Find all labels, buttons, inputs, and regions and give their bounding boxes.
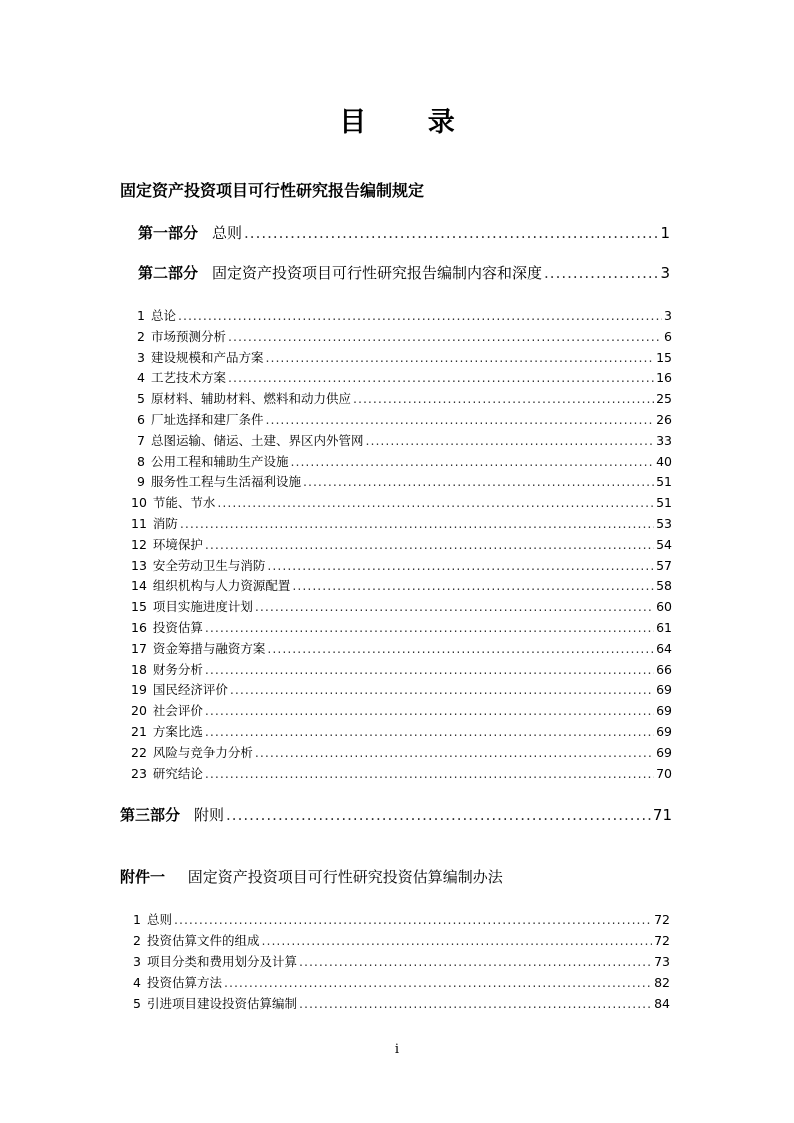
entry-title: 研究结论 <box>152 765 203 781</box>
entry-title: 方案比选 <box>152 724 203 739</box>
toc-entry[interactable] <box>131 910 670 928</box>
toc-entry[interactable] <box>131 389 672 407</box>
toc-entry[interactable] <box>131 680 672 698</box>
entry-title: 社会评价 <box>152 703 203 719</box>
dot-leader <box>255 599 654 614</box>
toc-part-3[interactable] <box>120 804 672 825</box>
entry-title: 市场预测分析 <box>151 328 227 344</box>
page-number: 3 <box>664 308 672 323</box>
toc-entry[interactable] <box>131 743 672 761</box>
entry-title: 风险与竞争力分析 <box>152 744 253 760</box>
entry-title: 投资估算方法 <box>147 975 223 990</box>
toc-entry[interactable] <box>131 764 672 782</box>
dot-leader <box>262 933 653 948</box>
entry-title: 安全劳动卫生与消防 <box>152 557 266 573</box>
dot-leader <box>228 370 654 385</box>
entry-number: 9 <box>137 474 145 490</box>
entry-number: 1 <box>133 912 141 927</box>
page-number: 84 <box>654 996 670 1011</box>
page-number: 26 <box>656 412 672 427</box>
entry-number: 3 <box>137 349 145 365</box>
dot-leader <box>226 806 651 824</box>
toc-entry[interactable] <box>131 452 672 470</box>
entry-title: 原材料、辅助材料、燃料和动力供应 <box>151 391 352 407</box>
page-number: 61 <box>656 620 672 635</box>
entry-title: 总图运输、储运、土建、界区内外管网 <box>151 432 364 448</box>
entry-number: 14 <box>131 578 147 594</box>
toc-part-2[interactable] <box>138 262 670 283</box>
toc-entry[interactable] <box>131 327 672 345</box>
dot-leader <box>303 474 654 489</box>
page-number: 51 <box>656 474 672 490</box>
page-number: 25 <box>656 391 672 407</box>
toc-entry[interactable] <box>131 952 670 970</box>
dot-leader <box>174 912 652 927</box>
entry-number: 16 <box>131 620 147 635</box>
part-name: 第二部分 <box>138 264 199 282</box>
entry-number: 3 <box>133 954 141 969</box>
page-number: 64 <box>656 640 672 656</box>
toc-entry[interactable] <box>131 931 670 949</box>
page-number: 16 <box>656 370 672 386</box>
entry-number: 7 <box>137 432 145 448</box>
toc-entry[interactable] <box>131 973 670 991</box>
part-title: 总则 <box>212 224 243 242</box>
page-number: 15 <box>656 349 672 365</box>
toc-title: 目 录 <box>339 107 481 138</box>
toc-entry[interactable] <box>131 348 672 366</box>
entry-title: 节能、节水 <box>152 495 216 511</box>
entry-number: 8 <box>137 453 145 469</box>
entry-title: 投资估算文件的组成 <box>147 933 260 948</box>
entry-title: 项目分类和费用划分及计算 <box>147 954 298 969</box>
page-number: 70 <box>656 765 672 781</box>
entry-number: 22 <box>131 744 147 760</box>
page-number: 40 <box>656 453 672 469</box>
entry-number: 15 <box>131 599 147 615</box>
entry-title: 服务性工程与生活福利设施 <box>151 474 302 490</box>
toc-entry[interactable] <box>131 722 672 740</box>
page-number: 53 <box>656 516 672 531</box>
page-number: 69 <box>656 724 672 739</box>
dot-leader <box>255 745 654 760</box>
dot-leader <box>230 682 654 697</box>
part-title: 固定资产投资项目可行性研究报告编制内容和深度 <box>212 264 543 282</box>
page-number: 69 <box>656 744 672 760</box>
dot-leader <box>178 308 662 323</box>
dot-leader <box>217 495 654 510</box>
page-number: 60 <box>656 599 672 615</box>
regulation-heading: 固定资产投资项目可行性研究报告编制规定 <box>120 181 425 200</box>
toc-entry[interactable] <box>131 431 672 449</box>
page-number: 73 <box>654 954 670 969</box>
dot-leader <box>266 350 655 365</box>
entry-title: 总论 <box>151 308 177 323</box>
dot-leader <box>267 641 654 656</box>
toc-entry[interactable] <box>131 660 672 678</box>
page-number: 33 <box>656 432 672 448</box>
attachment-heading[interactable] <box>120 866 503 887</box>
toc-entry[interactable] <box>131 994 670 1012</box>
dot-leader <box>205 766 654 781</box>
dot-leader <box>180 516 654 531</box>
page-number: 72 <box>654 912 670 927</box>
part-name: 第三部分 <box>120 806 181 824</box>
toc-entry[interactable] <box>131 306 672 324</box>
toc-entry[interactable] <box>131 472 672 490</box>
dot-leader <box>366 433 655 448</box>
dot-leader <box>205 724 654 739</box>
entry-number: 21 <box>131 724 147 739</box>
entry-number: 2 <box>137 328 145 344</box>
page-number: 51 <box>656 495 672 511</box>
entry-number: 23 <box>131 765 147 781</box>
entry-number: 4 <box>133 975 141 990</box>
dot-leader <box>205 537 654 552</box>
page-number: 6 <box>664 328 672 344</box>
attachment-title: 固定资产投资项目可行性研究投资估算编制办法 <box>187 868 503 886</box>
entry-number: 13 <box>131 557 147 573</box>
dot-leader <box>292 578 654 593</box>
entry-title: 工艺技术方案 <box>151 370 227 386</box>
page-number: 71 <box>652 806 672 824</box>
dot-leader <box>224 975 652 990</box>
toc-entry[interactable] <box>131 618 672 636</box>
entry-title: 环境保护 <box>152 536 203 552</box>
dot-leader <box>205 620 654 635</box>
dot-leader <box>299 954 652 969</box>
entry-title: 组织机构与人力资源配置 <box>152 578 291 594</box>
page-number: 3 <box>660 264 670 282</box>
entry-title: 公用工程和辅助生产设施 <box>151 453 289 469</box>
entry-number: 11 <box>131 516 147 531</box>
dot-leader <box>544 264 658 282</box>
entry-title: 建设规模和产品方案 <box>151 349 264 365</box>
entry-number: 17 <box>131 640 147 656</box>
page-number: 66 <box>656 661 672 677</box>
entry-title: 项目实施进度计划 <box>152 599 253 615</box>
toc-entry[interactable] <box>131 556 672 574</box>
dot-leader <box>205 662 654 677</box>
dot-leader <box>266 412 655 427</box>
toc-part-1[interactable] <box>138 222 670 243</box>
entry-title: 总则 <box>147 912 173 927</box>
dot-leader <box>291 454 655 469</box>
entry-number: 6 <box>137 412 145 427</box>
page-number: 72 <box>654 933 670 948</box>
page-number: 1 <box>660 224 670 242</box>
page-number: 69 <box>656 703 672 719</box>
entry-number: 4 <box>137 370 145 386</box>
page-number: 69 <box>656 682 672 698</box>
page-number: 57 <box>656 557 672 573</box>
entry-number: 18 <box>131 661 147 677</box>
toc-entry[interactable] <box>131 410 672 428</box>
dot-leader <box>244 224 658 242</box>
part-title: 附则 <box>194 806 225 824</box>
entry-number: 10 <box>131 495 147 511</box>
dot-leader <box>299 996 652 1011</box>
entry-title: 消防 <box>152 516 178 531</box>
toc-entry[interactable] <box>131 535 672 553</box>
toc-entry[interactable] <box>131 597 672 615</box>
toc-entry[interactable] <box>131 368 672 386</box>
entry-title: 国民经济评价 <box>152 682 228 698</box>
page-number: 82 <box>654 975 670 990</box>
entry-number: 5 <box>133 996 141 1011</box>
dot-leader <box>267 558 654 573</box>
page-number: 58 <box>656 578 672 594</box>
entry-title: 引进项目建设投资估算编制 <box>147 996 298 1011</box>
dot-leader <box>228 329 662 344</box>
entry-number: 12 <box>131 536 147 552</box>
entry-number: 19 <box>131 682 147 698</box>
entry-title: 财务分析 <box>152 661 203 677</box>
toc-entry[interactable] <box>131 639 672 657</box>
entry-title: 资金筹措与融资方案 <box>152 640 266 656</box>
dot-leader <box>353 391 654 406</box>
toc-entry[interactable] <box>131 514 672 532</box>
footer-page-number: i <box>394 1042 400 1057</box>
toc-entry[interactable] <box>131 701 672 719</box>
part-name: 第一部分 <box>138 224 199 242</box>
dot-leader <box>205 703 654 718</box>
entry-number: 5 <box>137 391 145 407</box>
attachment-name: 附件一 <box>120 868 166 886</box>
toc-entry[interactable] <box>131 576 672 594</box>
entry-title: 厂址选择和建厂条件 <box>151 412 264 427</box>
entry-title: 投资估算 <box>152 620 203 635</box>
entry-number: 20 <box>131 703 147 719</box>
entry-number: 2 <box>133 933 141 948</box>
entry-number: 1 <box>137 308 145 323</box>
toc-entry[interactable] <box>131 493 672 511</box>
page-number: 54 <box>656 536 672 552</box>
